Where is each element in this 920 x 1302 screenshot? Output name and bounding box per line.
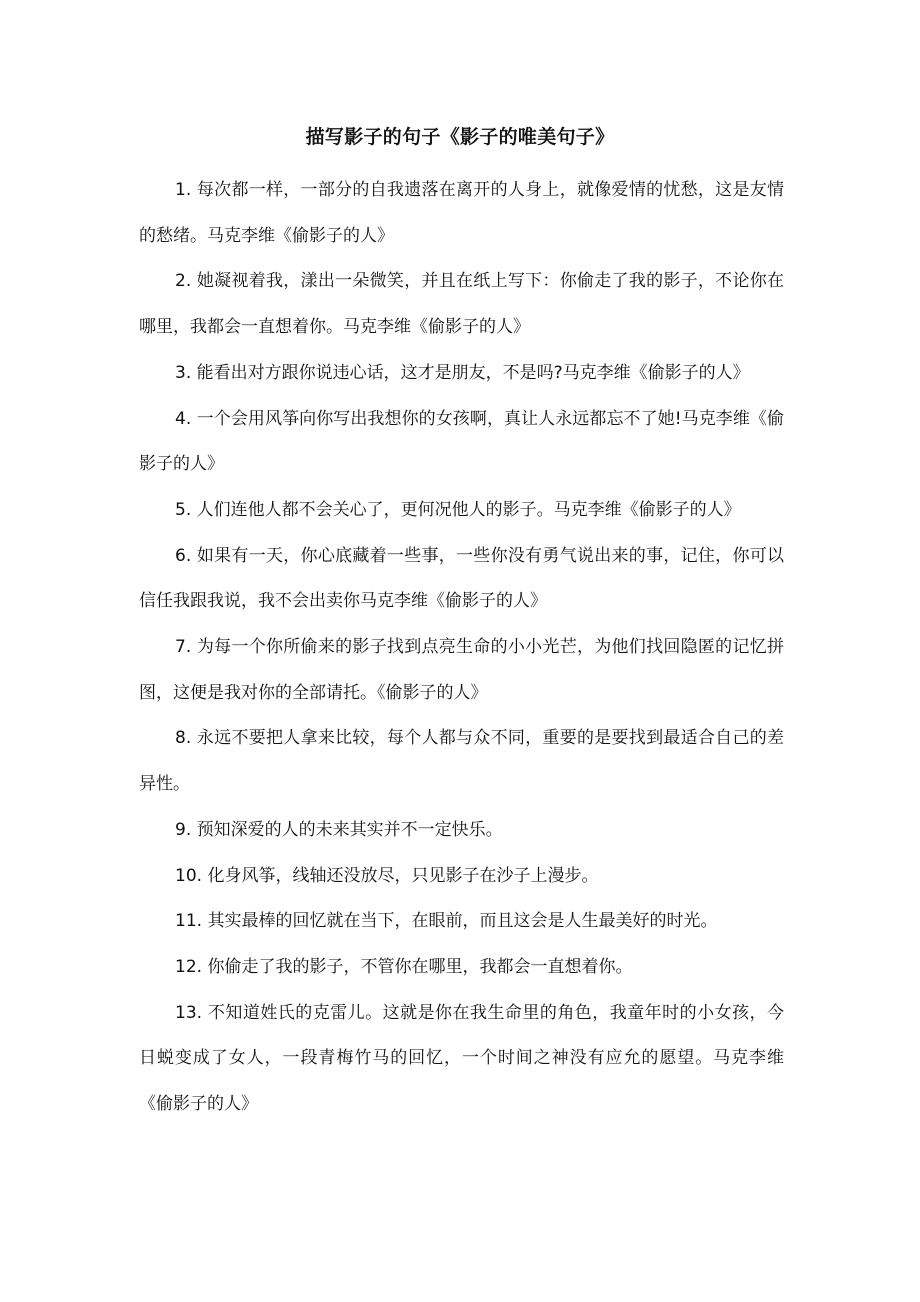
paragraph-2: 2. 她凝视着我，漾出一朵微笑，并且在纸上写下：你偷走了我的影子，不论你在哪里，我都会一直想着你。马克李维《偷影子的人》 — [139, 271, 784, 338]
document-title: 描写影子的句子《影子的唯美句子》 — [305, 126, 615, 148]
paragraph-5: 5. 人们连他人都不会关心了，更何况他人的影子。马克李维《偷影子的人》 — [175, 499, 741, 520]
paragraph-9: 9. 预知深爱的人的未来其实并不一定快乐。 — [175, 819, 503, 840]
paragraph-10: 10. 化身风筝，线轴还没放尽，只见影子在沙子上漫步。 — [175, 865, 599, 886]
document-body — [139, 168, 784, 1128]
paragraph-8: 8. 永远不要把人拿来比较，每个人都与众不同，重要的是要找到最适合自己的差异性。 — [139, 728, 784, 795]
paragraph-13: 13. 不知道姓氏的克雷儿。这就是你在我生命里的角色，我童年时的小女孩，今日蜕变成了女人，一段青梅竹马的回忆，一个时间之神没有应允的愿望。马克李维《偷影子的人》 — [139, 1002, 784, 1115]
paragraph-12: 12. 你偷走了我的影子，不管你在哪里，我都会一直想着你。 — [175, 956, 633, 977]
paragraph-1: 1. 每次都一样，一部分的自我遗落在离开的人身上，就像爱情的忧愁，这是友情的愁绪。马克李维《偷影子的人》 — [139, 180, 784, 246]
paragraph-3: 3. 能看出对方跟你说违心话，这才是朋友，不是吗?马克李维《偷影子的人》 — [175, 362, 750, 383]
paragraph-4: 4. 一个会用风筝向你写出我想你的女孩啊，真让人永远都忘不了她!马克李维《偷影子的人》 — [139, 408, 784, 475]
paragraph-11: 11. 其实最棒的回忆就在当下，在眼前，而且这会是人生最美好的时光。 — [175, 911, 718, 932]
paragraph-7: 7. 为每一个你所偷来的影子找到点亮生命的小小光芒，为他们找回隐匿的记忆拼图，这便是我对你的全部请托。《偷影子的人》 — [139, 637, 784, 703]
paragraph-6: 6. 如果有一天，你心底藏着一些事，一些你没有勇气说出来的事，记住，你可以信任我跟我说，我不会出卖你马克李维《偷影子的人》 — [139, 545, 784, 612]
